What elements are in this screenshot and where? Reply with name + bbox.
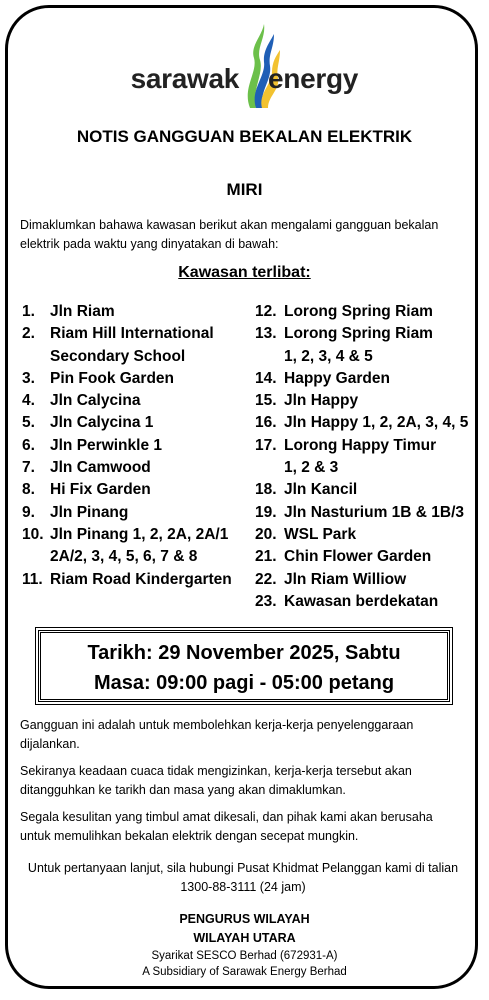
item-number: 6. — [22, 436, 35, 454]
item-number: 20. — [255, 525, 277, 543]
areas-list-left — [22, 301, 254, 591]
intro-line: elektrik pada waktu yang dinyatakan di bawah: — [20, 237, 279, 251]
item-number: 17. — [255, 436, 277, 454]
item-text: 1, 2, 3, 4 & 5 — [284, 347, 373, 365]
item-number: 11. — [22, 570, 43, 588]
intro-text — [20, 216, 466, 254]
signature-region: WILAYAH UTARA — [193, 931, 296, 945]
item-text: Jln Camwood — [50, 459, 151, 477]
contact-phone: 1300-88-3111 (24 jam) — [180, 879, 306, 894]
item-text: Riam Road Kindergarten — [50, 570, 232, 588]
item-text: Jln Kancil — [284, 481, 358, 499]
paragraph-line: Segala kesulitan yang timbul amat dikesali, dan pihak kami akan berusaha — [20, 810, 433, 824]
schedule-time: Masa: 09:00 pagi - 05:00 petang — [93, 672, 395, 694]
list-item — [255, 591, 480, 613]
item-text: Lorong Happy Timur — [284, 436, 437, 454]
list-item — [22, 569, 254, 591]
item-number: 5. — [22, 414, 35, 432]
item-text: Jln Happy — [284, 392, 359, 410]
item-number: 7. — [22, 459, 35, 477]
region-name: MIRI — [226, 180, 263, 199]
item-number: 13. — [255, 325, 277, 343]
item-number — [255, 457, 284, 479]
paragraph-line: Gangguan ini adalah untuk membolehkan kerja-kerja penyelenggaraan — [20, 718, 414, 732]
list-item — [255, 368, 480, 390]
list-item — [255, 502, 480, 524]
list-item — [22, 457, 254, 479]
item-text: Lorong Spring Riam — [284, 303, 433, 320]
paragraph-line: dijalankan. — [20, 736, 80, 751]
paragraph-line: untuk memulihkan bekalan elektrik dengan secepat mungkin. — [20, 828, 359, 843]
sarawak-energy-logo — [0, 24, 489, 114]
item-number: 21. — [255, 548, 277, 566]
list-item — [22, 524, 254, 546]
item-text: Jln Calycina 1 — [50, 414, 154, 432]
areas-heading: Kawasan terlibat: — [178, 264, 311, 281]
item-text: Lorong Spring Riam — [284, 325, 433, 343]
schedule-box — [38, 630, 450, 702]
signature-title: PENGURUS WILAYAH — [179, 912, 310, 926]
list-item — [22, 502, 254, 524]
item-number: 3. — [22, 369, 35, 387]
notice-title: NOTIS GANGGUAN BEKALAN ELEKTRIK — [76, 127, 413, 146]
list-item — [255, 435, 480, 457]
item-text: WSL Park — [284, 525, 357, 543]
item-number: 9. — [22, 503, 35, 521]
item-text: Kawasan berdekatan — [284, 592, 439, 610]
item-text: Happy Garden — [284, 369, 390, 387]
item-number: 23. — [255, 592, 277, 610]
item-number: 18. — [255, 481, 277, 499]
logo-brand-left: sarawak — [130, 63, 239, 94]
paragraph-purpose — [20, 716, 466, 753]
list-item — [22, 390, 254, 412]
list-item — [255, 390, 480, 412]
item-text: Secondary School — [50, 347, 186, 365]
contact-info — [20, 859, 466, 896]
item-text: Jln Happy 1, 2, 2A, 3, 4, 5 — [284, 414, 469, 432]
list-item — [22, 368, 254, 390]
item-text: 1, 2 & 3 — [284, 459, 339, 477]
item-number: 1. — [22, 303, 35, 320]
item-number: 2. — [22, 325, 35, 343]
list-item — [22, 479, 254, 501]
list-item — [255, 569, 480, 591]
list-item — [22, 301, 254, 323]
list-item — [22, 546, 254, 568]
item-number — [255, 346, 284, 368]
list-item — [255, 301, 480, 323]
item-text: Jln Perwinkle 1 — [50, 436, 162, 454]
paragraph-apology — [20, 808, 466, 845]
item-number: 4. — [22, 392, 35, 410]
item-text: Pin Fook Garden — [50, 369, 175, 387]
item-number — [22, 346, 50, 368]
item-number: 19. — [255, 503, 277, 521]
intro-line: Dimaklumkan bahawa kawasan berikut akan mengalami gangguan bekalan — [20, 218, 439, 232]
list-item — [22, 435, 254, 457]
item-text: Jln Riam — [50, 303, 115, 320]
list-item — [255, 346, 480, 368]
signature-company: Syarikat SESCO Berhad (672931-A) — [151, 950, 338, 962]
signature-parent: A Subsidiary of Sarawak Energy Berhad — [142, 966, 347, 978]
item-text: Jln Riam Williow — [284, 570, 407, 588]
paragraph-line: Sekiranya keadaan cuaca tidak mengizinkan, kerja-kerja tersebut akan — [20, 764, 412, 778]
item-number — [22, 546, 50, 568]
item-number: 8. — [22, 481, 35, 499]
item-number: 14. — [255, 369, 277, 387]
paragraph-line: ditangguhkan ke tarikh dan masa yang akan dimaklumkan. — [20, 782, 346, 797]
item-text: Jln Pinang — [50, 503, 129, 521]
list-item — [255, 524, 480, 546]
list-item — [22, 323, 254, 345]
item-text: Jln Calycina — [50, 392, 141, 410]
item-text: 2A/2, 3, 4, 5, 6, 7 & 8 — [50, 548, 198, 566]
item-number: 16. — [255, 414, 277, 432]
item-number: 15. — [255, 392, 277, 410]
item-text: Chin Flower Garden — [284, 548, 432, 566]
item-text: Hi Fix Garden — [50, 481, 151, 499]
list-item — [22, 346, 254, 368]
areas-list-right — [255, 301, 480, 613]
item-text: Jln Nasturium 1B & 1B/3 — [284, 503, 465, 521]
list-item — [255, 546, 480, 568]
list-item — [255, 457, 480, 479]
item-text: Jln Pinang 1, 2, 2A, 2A/1 — [50, 525, 229, 543]
paragraph-weather — [20, 762, 466, 799]
list-item — [255, 323, 480, 345]
item-number: 22. — [255, 570, 277, 588]
list-item — [22, 412, 254, 434]
item-number: 10. — [22, 525, 44, 543]
logo-brand-right: energy — [268, 63, 359, 94]
contact-line: Untuk pertanyaan lanjut, sila hubungi Pusat Khidmat Pelanggan kami di talian — [27, 861, 459, 875]
list-item — [255, 479, 480, 501]
item-number: 12. — [255, 303, 277, 320]
list-item — [255, 412, 480, 434]
schedule-date: Tarikh: 29 November 2025, Sabtu — [87, 642, 401, 664]
item-text: Riam Hill International — [50, 325, 214, 343]
